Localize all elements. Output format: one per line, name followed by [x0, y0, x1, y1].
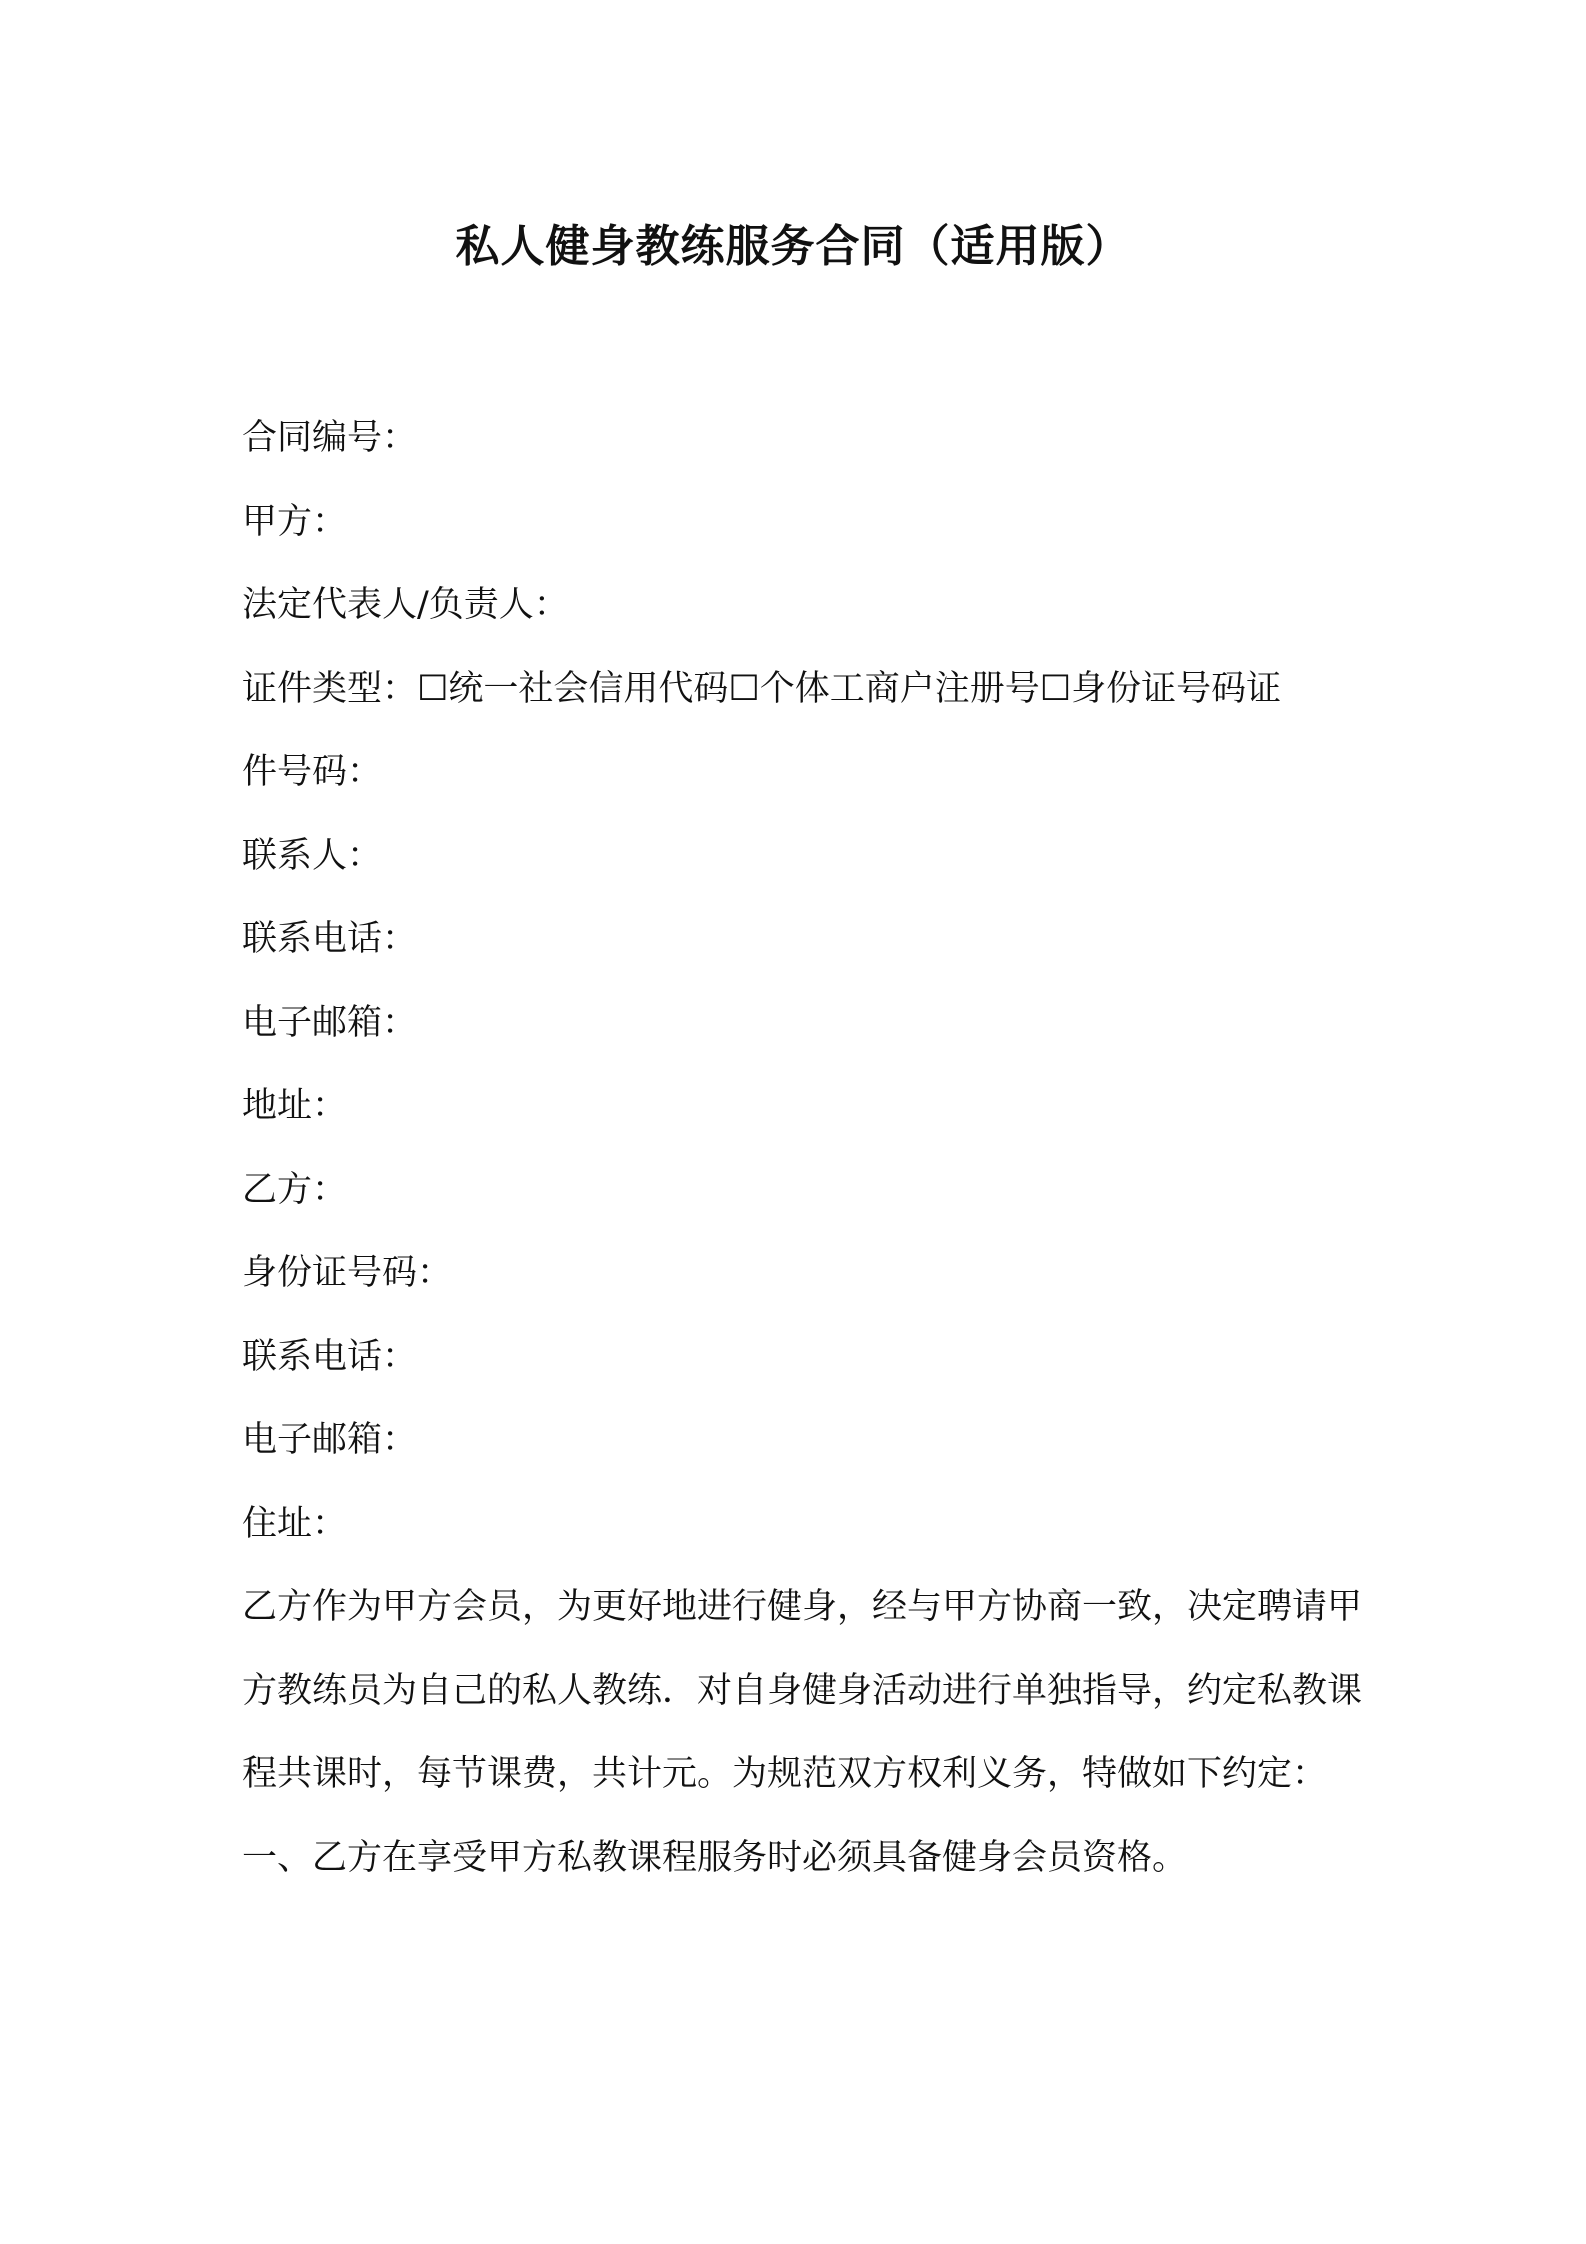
field-party-a-address: 地址：: [242, 1086, 348, 1126]
intro-paragraph: 乙方作为甲方会员，为更好地进行健身，经与甲方协商一致，决定聘请甲方教练员为自己的私人教练．对自身健身活动进行单独指导，约定私教课程共课时，每节课费，共计元。为规范双方权利义务，特做如下约定：: [242, 1587, 1363, 1794]
field-party-a: 甲方：: [242, 501, 348, 542]
clause-1: 一、乙方在享受甲方私教课程服务时必须具备健身会员资格。: [242, 1837, 1188, 1878]
document-title: 私人健身教练服务合同（适用版）: [455, 221, 1131, 272]
field-id-type: 证件类型：☐统一社会信用代码☐个体工商户注册号☐身份证号码证: [242, 668, 1282, 709]
field-party-b: 乙方：: [242, 1169, 348, 1210]
field-party-b-phone: 联系电话：: [242, 1336, 418, 1377]
field-party-b-id-no: 身份证号码：: [242, 1253, 453, 1293]
field-contract-no: 合同编号：: [242, 418, 418, 458]
field-legal-representative: 法定代表人/负责人：: [242, 585, 569, 625]
field-party-b-residence: 住址：: [242, 1503, 348, 1544]
field-party-a-email: 电子邮箱：: [242, 1002, 418, 1043]
field-party-b-email: 电子邮箱：: [242, 1420, 418, 1460]
field-id-number: 件号码：: [242, 752, 383, 792]
document-body: [242, 397, 1362, 1900]
field-contact-person: 联系人：: [242, 835, 383, 876]
field-party-a-phone: 联系电话：: [242, 919, 418, 959]
